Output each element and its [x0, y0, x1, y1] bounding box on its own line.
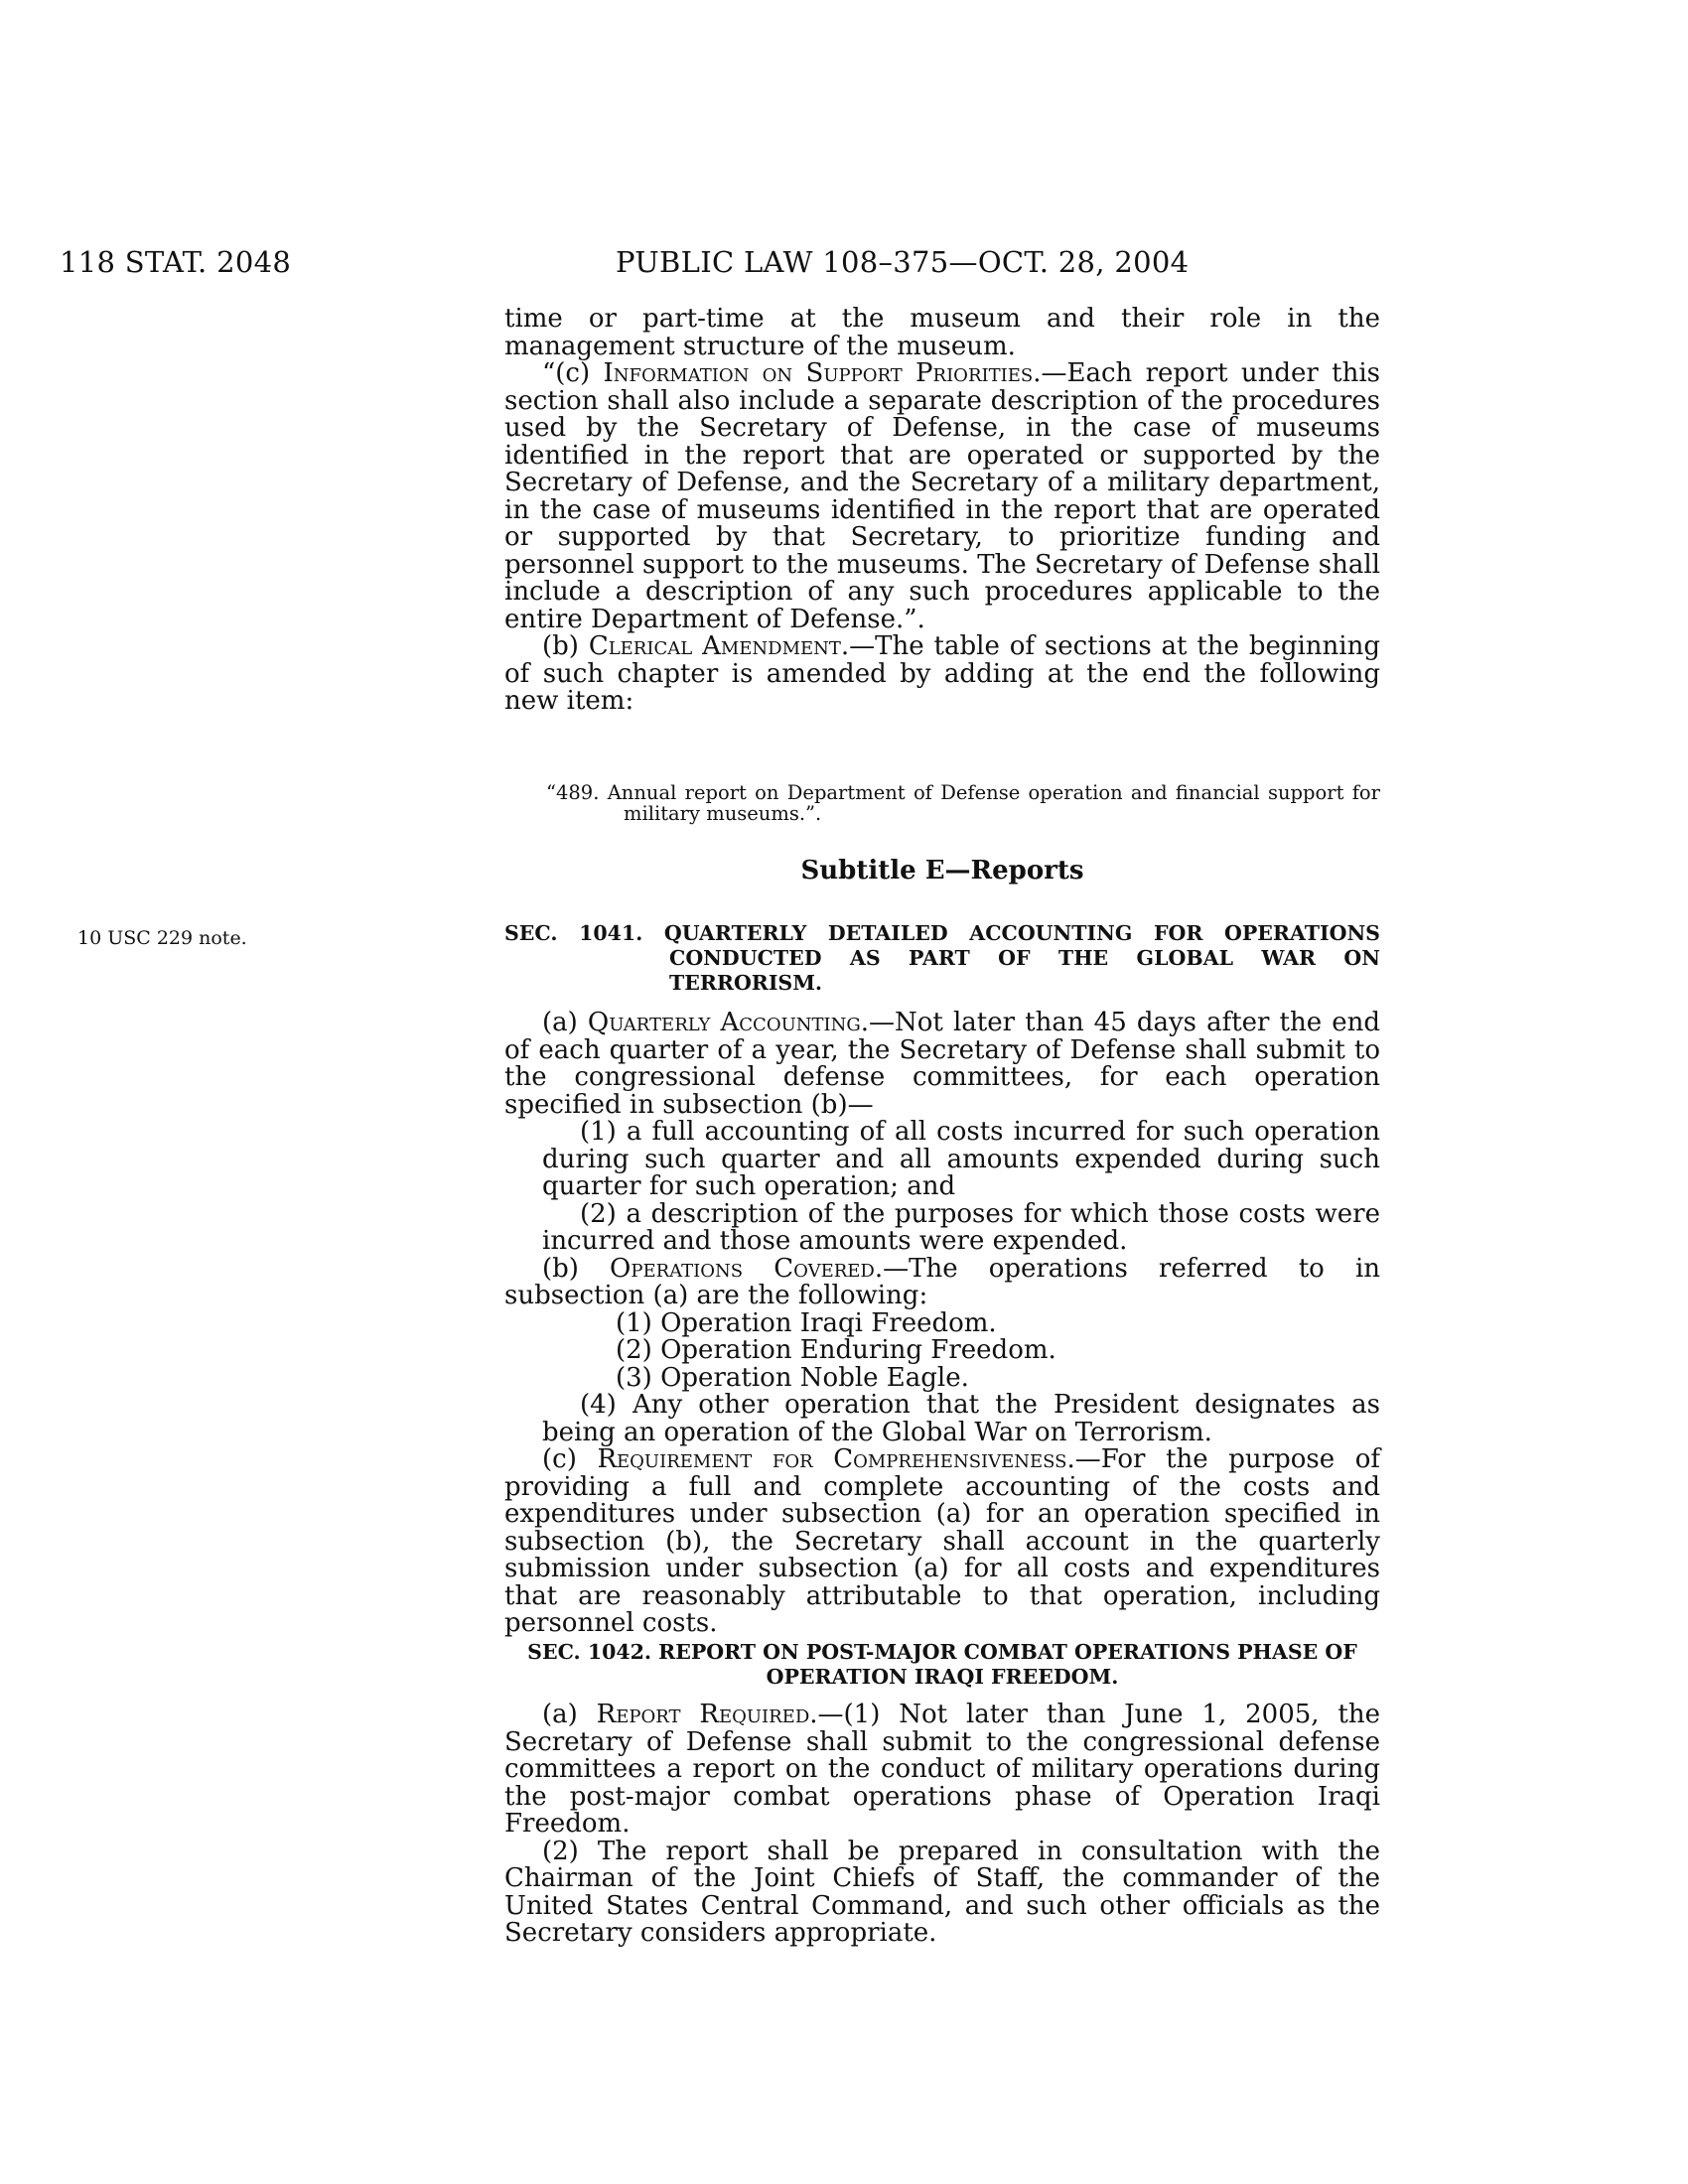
sec-1041-subsection-a: (a) Quarterly Accounting.—Not later than 45 days after the end of each quarter of a year, the Secretary of Defense shall submit to the congressional defense committees, for each operation specified in subsection (b)—: [504, 1008, 1380, 1120]
sec-1042-heading: SEC. 1042. REPORT ON POST-MAJOR COMBAT OPERATIONS PHASE OF OPERATION IRAQI FREEDOM.: [527, 1640, 1357, 1689]
sec-1041-paragraph-a2: (2) a description of the purposes for which those costs were incurred and those amounts were expended.: [542, 1198, 1380, 1256]
operation-item: (3) Operation Noble Eagle.: [616, 1362, 969, 1393]
sec-1041-subsection-c: (c) Requirement for Comprehensiveness.—For the purpose of providing a full and complete accounting of the costs and expenditures under subsection (a) for an operation specified in subsection (b), the Secretary shall account in the quarterly submission under subsection (a) for all costs and expenditures that are reasonably attributable to that operation, including personnel costs.: [504, 1444, 1380, 1638]
subsection-heading: Quarterly Accounting: [587, 1008, 861, 1037]
subtitle-heading: Subtitle E—Reports: [800, 856, 1084, 886]
statute-page-number: 118 STAT. 2048: [60, 245, 292, 279]
clerical-amendment: (b) Clerical Amendment.—The table of sections at the beginning of such chapter is amended by adding at the end the following new item:: [504, 631, 1380, 716]
running-header: [60, 245, 1628, 285]
subsection-heading: Requirement for Comprehensiveness: [597, 1444, 1067, 1474]
sec-1041-heading: SEC. 1041. QUARTERLY DETAILED ACCOUNTING FOR OPERATIONS CONDUCTED AS PART OF THE GLOBAL WAR ON TERRORISM.: [504, 921, 1380, 995]
museum-report-text: [504, 306, 1380, 716]
sec-1041-paragraph-b4: (4) Any other operation that the President designates as being an operation of the Global War on Terrorism.: [542, 1390, 1380, 1447]
subsection-heading: Information on Support Priorities: [603, 358, 1034, 388]
subsection-heading: Operations Covered: [610, 1253, 875, 1284]
sec-1042-paragraph-a2: (2) The report shall be prepared in consultation with the Chairman of the Joint Chiefs of Staff, the commander of the United States Central Command, and such other officials as the Secretary considers appropriate.: [504, 1836, 1380, 1948]
subsection-heading: Clerical Amendment: [588, 631, 841, 661]
public-law-title: PUBLIC LAW 108–375—OCT. 28, 2004: [616, 245, 1190, 279]
margin-citation-note: 10 USC 229 note.: [77, 927, 247, 949]
table-of-sections-item: “489. Annual report on Department of Defense operation and financial support for military museums.”.: [546, 781, 1380, 825]
subsection-heading: Report Required: [596, 1700, 810, 1729]
sec-1041-subsection-b: (b) Operations Covered.—The operations referred to in subsection (a) are the following:: [504, 1253, 1380, 1310]
operation-item: (2) Operation Enduring Freedom.: [616, 1335, 1056, 1365]
sec-1042-subsection-a: (a) Report Required.—(1) Not later than June 1, 2005, the Secretary of Defense shall submit to the congressional defense committees a report on the conduct of military operations during the post-major combat operations phase of Operation Iraqi Freedom.: [504, 1700, 1381, 1839]
subsection-c-support-priorities: “(c) Information on Support Priorities.—Each report under this section shall also include a separate description of the procedures used by the Secretary of Defense, in the case of museums identified in the report that are operated or supported by the Secretary of Defense, and the Secretary of a military department, in the case of museums identified in the report that are operated or supported by that Secretary, to prioritize funding and personnel support to the museums. The Secretary of Defense shall include a description of any such procedures applicable to the entire Department of Defense.”.: [504, 358, 1381, 634]
continuation-paragraph: time or part-time at the museum and their role in the management structure of the museum.: [504, 304, 1380, 361]
sec-1041-body: [504, 1010, 1380, 1638]
sec-1041-paragraph-a1: (1) a full accounting of all costs incurred for such operation during such quarter and all amounts expended during such quarter for such operation; and: [542, 1117, 1380, 1201]
operation-item: (1) Operation Iraqi Freedom.: [616, 1307, 997, 1338]
sec-1042-body: [504, 1702, 1380, 1948]
